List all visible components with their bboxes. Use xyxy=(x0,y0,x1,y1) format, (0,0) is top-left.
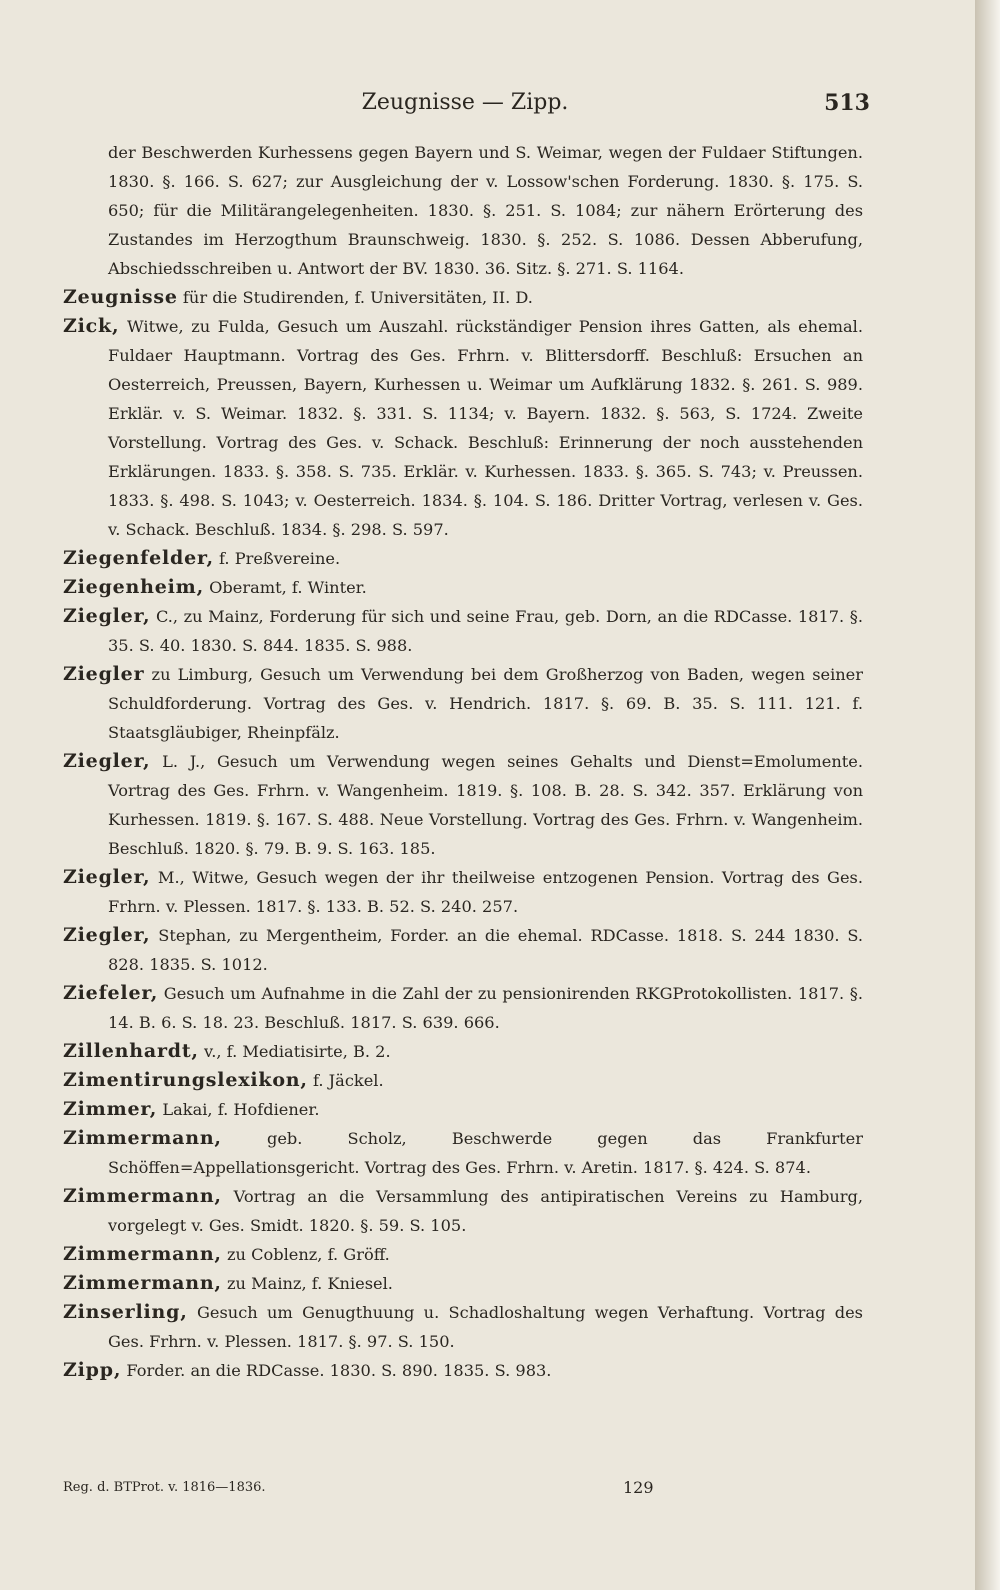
entry-head: Zeugnisse xyxy=(63,286,178,308)
index-entry xyxy=(63,544,863,573)
page-footer xyxy=(63,1478,863,1508)
index-entry xyxy=(63,1095,863,1124)
entry-head: Ziegler, xyxy=(63,750,151,772)
entry-head: Zimmermann, xyxy=(63,1185,222,1207)
index-entry xyxy=(63,660,863,747)
entry-text: Vortrag an die Versammlung des antipiratischen Vereins zu Hamburg, vorgelegt v. Ges. Smidt. 1820. §. 59. S. 105. xyxy=(108,1187,863,1235)
entry-text: für die Studirenden, f. Universitäten, II. D. xyxy=(177,288,533,307)
entry-head: Zick, xyxy=(63,315,120,337)
entry-text: geb. Scholz, Beschwerde gegen das Frankfurter Schöffen=Appellationsgericht. Vortrag des Ges. Frhrn. v. Aretin. 1817. §. 424. S. 874. xyxy=(108,1129,863,1177)
continuation-text: der Beschwerden Kurhessens gegen Bayern und S. Weimar, wegen der Fuldaer Stiftungen. 1830. §. 166. S. 627; zur Ausgleichung der v. Lossow'schen Forderung. 1830. §. 175. S. 650; für die Militärangelegenheiten. 1830. §. 251. S. 1084; zur nähern Erörterung des Zustandes im Herzogthum Braunschweig. 1830. §. 252. S. 1086. Dessen Abberufung, Abschiedsschreiben u. Antwort der BV. 1830. 36. Sitz. §. 271. S. 1164. xyxy=(108,143,863,278)
page-number: 513 xyxy=(824,90,870,116)
index-entry xyxy=(63,1066,863,1095)
entry-text: Witwe, zu Fulda, Gesuch um Auszahl. rückständiger Pension ihres Gatten, als ehemal. Fuldaer Hauptmann. Vortrag des Ges. Frhrn. v. Blittersdorff. Beschluß: Ersuchen an Oesterreich, Preussen, Bayern, Kurhessen u. Weimar um Aufklärung 1832. §. 261. S. 989. Erklär. v. S. Weimar. 1832. §. 331. S. 1134; v. Bayern. 1832. §. 563, S. 1724. Zweite Vorstellung. Vortrag des Ges. v. Schack. Beschluß: Erinnerung der noch ausstehenden Erklärungen. 1833. §. 358. S. 735. Erklär. v. Kurhessen. 1833. §. 365. S. 743; v. Preussen. 1833. §. 498. S. 1043; v. Oesterreich. 1834. §. 104. S. 186. Dritter Vortrag, verlesen v. Ges. v. Schack. Beschluß. 1834. §. 298. S. 597. xyxy=(108,317,863,539)
signature-mark: 129 xyxy=(623,1478,654,1497)
entry-head: Ziegler, xyxy=(63,866,151,888)
index-entry xyxy=(63,979,863,1037)
entry-text: v., f. Mediatisirte, B. 2. xyxy=(198,1042,391,1061)
index-entry xyxy=(63,573,863,602)
index-entry xyxy=(63,283,863,312)
entry-text: M., Witwe, Gesuch wegen der ihr theilweise entzogenen Pension. Vortrag des Ges. Frhrn. v. Plessen. 1817. §. 133. B. 52. S. 240. 257. xyxy=(108,868,863,916)
entry-text: Forder. an die RDCasse. 1830. S. 890. 1835. S. 983. xyxy=(121,1361,552,1380)
entry-text: C., zu Mainz, Forderung für sich und seine Frau, geb. Dorn, an die RDCasse. 1817. §. 35. S. 40. 1830. S. 844. 1835. S. 988. xyxy=(108,607,863,655)
entry-head: Zimmer, xyxy=(63,1098,158,1120)
index-entries xyxy=(63,138,863,1385)
entry-text: Stephan, zu Mergentheim, Forder. an die ehemal. RDCasse. 1818. S. 244 1830. S. 828. 1835. S. 1012. xyxy=(108,926,863,974)
index-entry xyxy=(63,921,863,979)
continuation-entry xyxy=(63,138,863,283)
entry-head: Zimmermann, xyxy=(63,1243,222,1265)
entry-text: zu Mainz, f. Kniesel. xyxy=(221,1274,393,1293)
entry-text: Gesuch um Aufnahme in die Zahl der zu pensionirenden RKGProtokollisten. 1817. §. 14. B. 6. S. 18. 23. Beschluß. 1817. S. 639. 666. xyxy=(108,984,863,1032)
entry-head: Ziegler xyxy=(63,663,145,685)
index-entry xyxy=(63,1298,863,1356)
page-header xyxy=(60,88,870,128)
entry-text: f. Jäckel. xyxy=(307,1071,384,1090)
entry-head: Zinserling, xyxy=(63,1301,188,1323)
footer-source: Reg. d. BTProt. v. 1816—1836. xyxy=(63,1480,266,1495)
entry-head: Ziegenfelder, xyxy=(63,547,214,569)
index-entry xyxy=(63,1037,863,1066)
entry-head: Zimmermann, xyxy=(63,1272,222,1294)
entry-text: Lakai, f. Hofdiener. xyxy=(157,1100,320,1119)
entry-head: Ziefeler, xyxy=(63,982,159,1004)
index-entry xyxy=(63,1240,863,1269)
entry-head: Zillenhardt, xyxy=(63,1040,199,1062)
running-head: Zeugnisse — Zipp. xyxy=(361,90,569,115)
entry-head: Zipp, xyxy=(63,1359,122,1381)
index-entry xyxy=(63,1356,863,1385)
entry-head: Ziegenheim, xyxy=(63,576,205,598)
entry-text: Oberamt, f. Winter. xyxy=(204,578,367,597)
entry-text: f. Preßvereine. xyxy=(213,549,341,568)
entry-head: Ziegler, xyxy=(63,605,151,627)
index-entry xyxy=(63,602,863,660)
page-edge-shadow xyxy=(975,0,1000,1590)
entry-head: Zimmermann, xyxy=(63,1127,222,1149)
index-entry xyxy=(63,863,863,921)
index-entry xyxy=(63,747,863,863)
index-entry xyxy=(63,1269,863,1298)
index-entry xyxy=(63,312,863,544)
index-entry xyxy=(63,1182,863,1240)
entry-text: Gesuch um Genugthuung u. Schadloshaltung wegen Verhaftung. Vortrag des Ges. Frhrn. v. Plessen. 1817. §. 97. S. 150. xyxy=(108,1303,863,1351)
entry-head: Zimentirungslexikon, xyxy=(63,1069,308,1091)
entry-head: Ziegler, xyxy=(63,924,151,946)
entry-text: zu Limburg, Gesuch um Verwendung bei dem Großherzog von Baden, wegen seiner Schuldforderung. Vortrag des Ges. v. Hendrich. 1817. §. 69. B. 35. S. 111. 121. f. Staatsgläubiger, Rheinpfälz. xyxy=(108,665,863,742)
entry-text: L. J., Gesuch um Verwendung wegen seines Gehalts und Dienst=Emolumente. Vortrag des Ges. Frhrn. v. Wangenheim. 1819. §. 108. B. 28. S. 342. 357. Erklärung von Kurhessen. 1819. §. 167. S. 488. Neue Vorstellung. Vortrag des Ges. Frhrn. v. Wangenheim. Beschluß. 1820. §. 79. B. 9. S. 163. 185. xyxy=(108,752,863,858)
entry-text: zu Coblenz, f. Gröff. xyxy=(221,1245,390,1264)
index-entry xyxy=(63,1124,863,1182)
